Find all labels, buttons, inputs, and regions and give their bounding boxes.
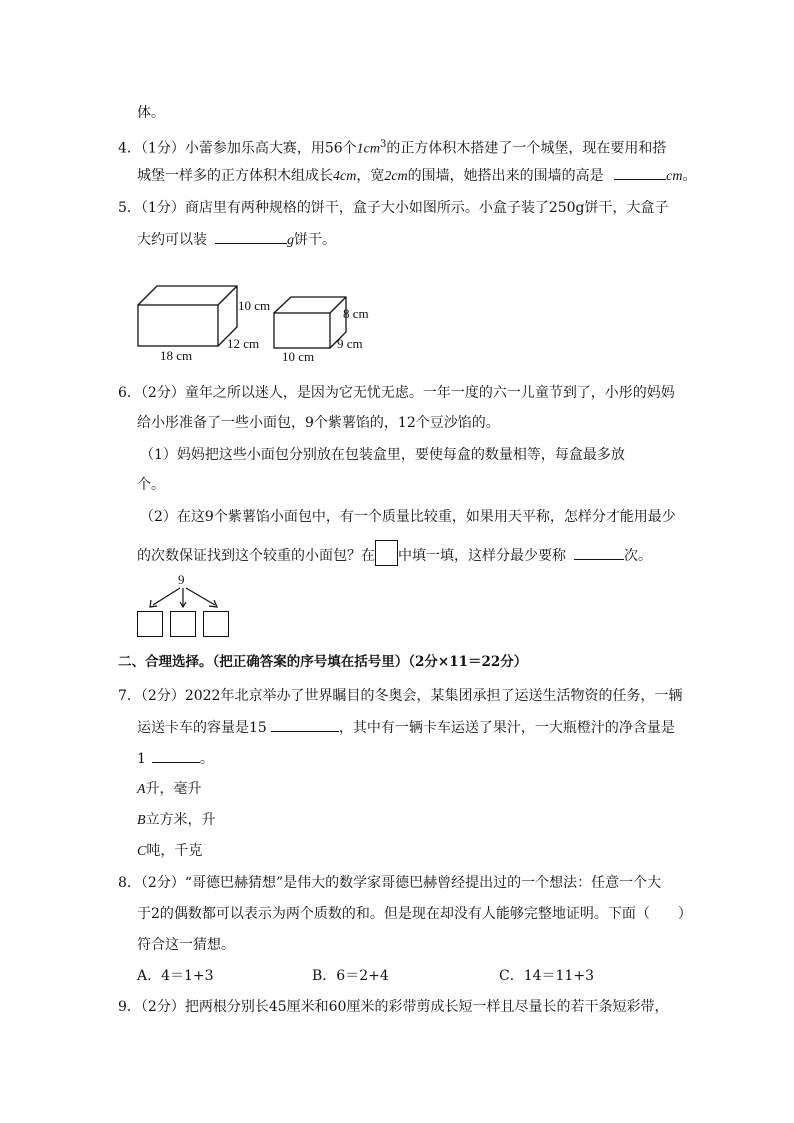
small-box-length-label: 10 cm [282,349,315,364]
q7-option-c[interactable] [137,841,202,862]
q7-option-a[interactable] [137,779,202,800]
q4-line2-text-c: 的围墙，她搭出来的围墙的高是 [407,168,604,184]
page-top-fragment: 体。 [137,105,165,121]
question-4-line-2 [137,165,696,187]
q4-unit-cm: 1cm [356,141,380,157]
q7-option-a-text: 升，毫升 [145,781,202,797]
q4-answer-unit: cm [666,169,683,184]
question-6-sub1-line-2: 个。 [137,477,165,493]
q7-text-b: ，其中有一辆卡车运送了果汁，一大瓶橙汁的净含量是 [338,720,675,736]
q7-option-b-letter: B [137,813,146,828]
question-6-line-2: 给小彤准备了一些小面包，9个紫薯馅的，12个豆沙馅的。 [137,415,500,431]
question-9-line-1: 9．（2分）把两根分别长45厘米和60厘米的彩带剪成长短一样且尽量长的若干条短彩带， [118,999,669,1015]
section-2-heading: 二、合理选择。（把正确答案的序号填在括号里）（2分×11＝22分） [118,654,528,670]
question-6-line-1: 6．（2分）童年之所以迷人，是因为它无忧无虑。一年一度的六一儿童节到了，小彤的妈妈 [118,385,675,401]
q4-text-a: 4．（1分）小蕾参加乐高大赛，用56个 [118,140,357,157]
q7-option-b[interactable] [137,810,216,831]
question-5-line-2 [137,229,336,251]
tree-answer-box-2[interactable] [170,611,196,637]
q4-width: 2cm [384,169,408,184]
question-8-line-2: 于2的偶数都可以表示为两个质数的和。但是现在却没有人能够完整地证明。下面（ ） [137,906,692,922]
small-box-drawing [274,297,346,348]
q6-sub2-text-a: 的次数保证找到这个较重的小面包？在 [137,548,375,564]
q7-answer-blank-1[interactable] [271,717,339,732]
q7-option-a-letter: A [137,782,146,797]
question-8-line-1: 8．（2分）“哥德巴赫猜想”是伟大的数学家哥德巴赫曾经提出过的一个想法：任意一个大 [118,875,662,891]
q6-sub2-text-b: 中填一填，这样分最少要称 [398,548,566,564]
q7-text-a: 运送卡车的容量是15 [137,720,267,736]
tree-answer-box-3[interactable] [203,611,229,637]
q8-option-b[interactable]: B．6＝2+4 [312,968,389,984]
question-7-line-1: 7．（2分）2022年北京举办了世界瞩目的冬奥会，某集团承担了运送生活物资的任务，一辆 [118,688,683,704]
q7-option-b-text: 立方米，升 [145,812,216,828]
q5-answer-blank[interactable] [215,229,287,244]
small-box-height-label: 8 cm [343,306,369,321]
small-box-depth-label: 9 cm [337,336,363,351]
q4-unit-exponent: 3 [379,139,387,150]
q5-answer-unit: g [287,233,294,248]
tree-root-label: 9 [178,572,185,587]
q7-text-c: 1 [137,751,146,767]
tree-answer-box-1[interactable] [137,611,163,637]
big-box-height-label: 10 cm [238,298,271,313]
tree-arrows [150,588,217,607]
big-box-length-label: 18 cm [160,348,193,363]
big-box-drawing [138,286,237,346]
question-6-sub2-line-1: （2）在这9个紫薯馅小面包中，有一个质量比较重，如果用天平称，怎样分才能用最少 [140,509,676,525]
q4-line2-text-b: ，宽 [356,168,385,184]
question-5-line-1: 5．（1分）商店里有两种规格的饼干，盒子大小如图所示。小盒子装了250g饼干，大盒子 [118,200,669,216]
q4-answer-blank[interactable] [614,165,666,180]
question-7-line-2 [137,717,675,738]
q7-option-c-letter: C [137,844,147,859]
question-6-sub1-line-1: （1）妈妈把这些小面包分别放在包装盒里，要使每盒的数量相等，每盒最多放 [140,447,625,463]
q8-option-a[interactable]: A．4＝1+3 [137,968,214,984]
q4-text-b: 的正方体积木搭建了一个城堡，现在要用和搭 [386,140,667,157]
q7-text-d: 。 [199,751,214,767]
question-6-sub2-line-2 [137,540,652,566]
q4-length: 4cm [333,169,357,184]
q4-line2-text-a: 城堡一样多的正方体积木组成长 [137,168,333,184]
q6-inline-square-box [375,540,398,566]
question-7-line-3 [137,748,214,769]
q6-answer-blank[interactable] [574,545,624,560]
q5-text-b: 饼干。 [294,232,336,248]
q5-text-a: 大约可以装 [137,232,207,248]
q7-option-c-text: 吨，千克 [146,843,203,859]
question-4-line-1 [118,135,666,160]
q6-sub2-text-c: 次。 [624,548,652,564]
q4-line2-end: 。 [682,168,697,184]
big-box-depth-label: 12 cm [227,336,260,351]
biscuit-boxes-figure [130,280,390,370]
question-8-line-3: 符合这一猜想。 [137,937,235,953]
q8-option-c[interactable]: C．14＝11+3 [499,968,594,984]
q7-answer-blank-2[interactable] [152,748,200,763]
